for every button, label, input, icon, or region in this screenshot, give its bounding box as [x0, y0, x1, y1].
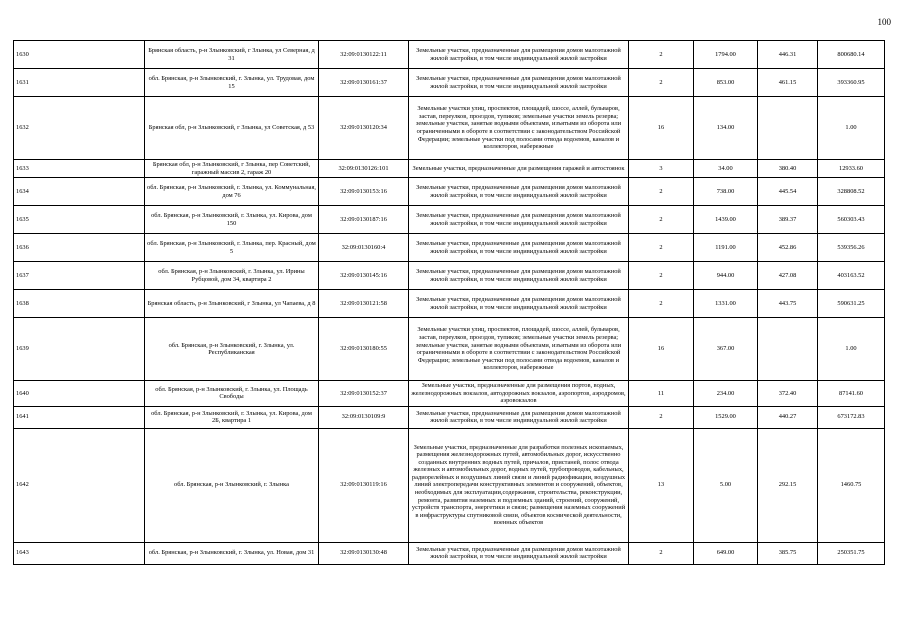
- rate-cell: 427.08: [758, 262, 818, 290]
- cadastral-value-cell: 590631.25: [818, 290, 885, 318]
- address-cell: обл. Брянская, р-н Злынковский, г. Злынка, ул. Трудовая, дом 15: [145, 69, 319, 97]
- use-category-cell: 2: [629, 262, 694, 290]
- cadastral-value-cell: 87141.60: [818, 381, 885, 407]
- land-use-cell: Земельные участки, предназначенные для размещения домов малоэтажной жилой застройки, в том числе индивидуальной жилой застройки: [409, 262, 629, 290]
- row-number: 1630: [14, 41, 145, 69]
- use-category-cell: 16: [629, 318, 694, 381]
- cadastral-value-cell: 539356.26: [818, 234, 885, 262]
- rate-cell: 446.31: [758, 41, 818, 69]
- land-use-cell: Земельные участки, предназначенные для размещения домов малоэтажной жилой застройки, в том числе индивидуальной жилой застройки: [409, 406, 629, 428]
- row-number: 1631: [14, 69, 145, 97]
- cadastral-number-cell: 32:09:0130161:37: [319, 69, 409, 97]
- land-use-cell: Земельные участки, предназначенные для размещения домов малоэтажной жилой застройки, в том числе индивидуальной жилой застройки: [409, 542, 629, 564]
- rate-cell: 452.86: [758, 234, 818, 262]
- address-cell: обл. Брянская, р-н Злынковский, г. Злынка, ул. Коммунальная, дом 76: [145, 178, 319, 206]
- area-cell: 738.00: [694, 178, 758, 206]
- land-use-cell: Земельные участки, предназначенные для размещения домов малоэтажной жилой застройки, в том числе индивидуальной жилой застройки: [409, 234, 629, 262]
- address-cell: обл. Брянская, р-н Злынковский, г. Злынка, ул. Площадь Свободы: [145, 381, 319, 407]
- table-row: [14, 178, 885, 206]
- table-row: [14, 406, 885, 428]
- row-number: 1632: [14, 97, 145, 160]
- area-cell: 1439.00: [694, 206, 758, 234]
- cadastral-number-cell: 32:09:0130120:34: [319, 97, 409, 160]
- use-category-cell: 2: [629, 234, 694, 262]
- row-number: 1643: [14, 542, 145, 564]
- row-number: 1642: [14, 428, 145, 542]
- table-row: [14, 428, 885, 542]
- land-use-cell: Земельные участки, предназначенные для размещения домов малоэтажной жилой застройки, в том числе индивидуальной жилой застройки: [409, 178, 629, 206]
- address-cell: Брянская обл, р-н Злынковский, г Злынка, пер Советский, гаражный массив 2, гараж 20: [145, 160, 319, 178]
- address-cell: обл. Брянская, р-н Злынковский, г. Злынка, ул. Новая, дом 31: [145, 542, 319, 564]
- table-body: [14, 41, 885, 565]
- cadastral-value-cell: 250351.75: [818, 542, 885, 564]
- table-row: [14, 41, 885, 69]
- cadastral-value-cell: 560303.43: [818, 206, 885, 234]
- cadastral-number-cell: 32:09:0130153:16: [319, 178, 409, 206]
- area-cell: 853.00: [694, 69, 758, 97]
- cadastral-value-cell: 1.00: [818, 97, 885, 160]
- area-cell: 234.00: [694, 381, 758, 407]
- cadastral-value-cell: 1460.75: [818, 428, 885, 542]
- cadastral-number-cell: 32:09:0130109:9: [319, 406, 409, 428]
- cadastral-value-cell: 673172.83: [818, 406, 885, 428]
- row-number: 1637: [14, 262, 145, 290]
- cadastral-number-cell: 32:09:0130122:11: [319, 41, 409, 69]
- address-cell: Брянская обл, р-н Злынковский, г Злынка, ул Советская, д 53: [145, 97, 319, 160]
- area-cell: 5.00: [694, 428, 758, 542]
- use-category-cell: 2: [629, 406, 694, 428]
- address-cell: обл. Брянская, р-н Злынковский, г. Злынка: [145, 428, 319, 542]
- address-cell: обл. Брянская, р-н Злынковский, г. Злынка, ул. Ирины Рубцовой, дом 34, квартира 2: [145, 262, 319, 290]
- cadastral-number-cell: 32:09:0130121:58: [319, 290, 409, 318]
- area-cell: 1331.00: [694, 290, 758, 318]
- address-cell: обл. Брянская, р-н Злынковский, г. Злынка, пер. Красный, дом 5: [145, 234, 319, 262]
- address-cell: обл. Брянская, р-н Злынковский, г. Злынка, ул. Республиканская: [145, 318, 319, 381]
- use-category-cell: 2: [629, 41, 694, 69]
- rate-cell: [758, 318, 818, 381]
- table-row: [14, 69, 885, 97]
- area-cell: 367.00: [694, 318, 758, 381]
- cadastral-number-cell: 32:09:0130187:16: [319, 206, 409, 234]
- land-use-cell: Земельные участки, предназначенные для размещения домов малоэтажной жилой застройки, в том числе индивидуальной жилой застройки: [409, 206, 629, 234]
- area-cell: 34.00: [694, 160, 758, 178]
- row-number: 1633: [14, 160, 145, 178]
- rate-cell: 380.40: [758, 160, 818, 178]
- area-cell: 1191.00: [694, 234, 758, 262]
- rate-cell: 443.75: [758, 290, 818, 318]
- rate-cell: 292.15: [758, 428, 818, 542]
- address-cell: обл. Брянская, р-н Злынковский, г. Злынка, ул. Кирова, дом 150: [145, 206, 319, 234]
- table-row: [14, 234, 885, 262]
- row-number: 1634: [14, 178, 145, 206]
- rate-cell: 440.27: [758, 406, 818, 428]
- area-cell: 1529.00: [694, 406, 758, 428]
- use-category-cell: 2: [629, 206, 694, 234]
- rate-cell: [758, 97, 818, 160]
- cadastral-value-cell: 328808.52: [818, 178, 885, 206]
- cadastral-number-cell: 32:09:0130119:16: [319, 428, 409, 542]
- area-cell: 649.00: [694, 542, 758, 564]
- use-category-cell: 2: [629, 542, 694, 564]
- land-use-cell: Земельные участки, предназначенные для размещения гаражей и автостоянок: [409, 160, 629, 178]
- rate-cell: 385.75: [758, 542, 818, 564]
- area-cell: 134.00: [694, 97, 758, 160]
- use-category-cell: 2: [629, 290, 694, 318]
- cadastral-number-cell: 32:09:0130152:37: [319, 381, 409, 407]
- land-use-cell: Земельные участки, предназначенные для размещения домов малоэтажной жилой застройки, в том числе индивидуальной жилой застройки: [409, 69, 629, 97]
- cadastral-value-cell: 393360.95: [818, 69, 885, 97]
- land-use-cell: Земельные участки, предназначенные для размещения портов, водных, железнодорожных вокзалов, автодорожных вокзалов, аэропортов, аэродромов, аэровокзалов: [409, 381, 629, 407]
- rate-cell: 389.37: [758, 206, 818, 234]
- land-use-cell: Земельные участки, предназначенные для размещения домов малоэтажной жилой застройки, в том числе индивидуальной жилой застройки: [409, 290, 629, 318]
- table-row: [14, 97, 885, 160]
- row-number: 1640: [14, 381, 145, 407]
- use-category-cell: 3: [629, 160, 694, 178]
- use-category-cell: 13: [629, 428, 694, 542]
- table-row: [14, 262, 885, 290]
- cadastral-number-cell: 32:09:0130145:16: [319, 262, 409, 290]
- cadastral-number-cell: 32:09:0130160:4: [319, 234, 409, 262]
- address-cell: Брянская область, р-н Злынковский, г Злынка, ул Чапаева, д 8: [145, 290, 319, 318]
- table-row: [14, 160, 885, 178]
- area-cell: 944.00: [694, 262, 758, 290]
- row-number: 1641: [14, 406, 145, 428]
- table-row: [14, 542, 885, 564]
- rate-cell: 445.54: [758, 178, 818, 206]
- row-number: 1635: [14, 206, 145, 234]
- rate-cell: 461.15: [758, 69, 818, 97]
- land-use-cell: Земельные участки, предназначенные для размещения домов малоэтажной жилой застройки, в том числе индивидуальной жилой застройки: [409, 41, 629, 69]
- land-use-cell: Земельные участки, предназначенные для разработки полезных ископаемых, размещения железнодорожных путей, автомобильных дорог, искусственно созданных внутренних водных путей, причалов, пристаней, полос отвода железных и автомобильных дорог, водных путей, трубопроводов, кабельных, радиорелейных и воздушных линий связи и линий радиофикации, воздушных линий электропередачи конструктивных элементов и сооружений, объектов, необходимых для эксплуатации,содержания, строительства, реконструкции, ремонта, развития наземных и подземных зданий, строений, сооружений, устройств транспорта, энергетики и связи; размещения наземных сооружений в инфраструктуры спутниковой связи, объектов космической деятельности, военных объектов: [409, 428, 629, 542]
- table-row: [14, 206, 885, 234]
- rate-cell: 372.40: [758, 381, 818, 407]
- cadastral-number-cell: 32:09:0130130:48: [319, 542, 409, 564]
- use-category-cell: 16: [629, 97, 694, 160]
- row-number: 1636: [14, 234, 145, 262]
- address-cell: обл. Брянская, р-н Злынковский, г. Злынка, ул. Кирова, дом 2Б, квартира 1: [145, 406, 319, 428]
- row-number: 1638: [14, 290, 145, 318]
- area-cell: 1794.00: [694, 41, 758, 69]
- cadastral-value-cell: 12933.60: [818, 160, 885, 178]
- land-use-cell: Земельные участки улиц, проспектов, площадей, шоссе, аллей, бульваров, застав, переулков, проездов, тупиков; земельные участки земель резерва; земельные участки, занятые водными объектами, изъятыми из оборота или ограниченными в обороте в соответствии с законодательством Российской Федерации; земельные участки под полосами отвода водоемов, каналов и коллекторов, набережные: [409, 318, 629, 381]
- table-row: [14, 318, 885, 381]
- use-category-cell: 2: [629, 69, 694, 97]
- table-row: [14, 290, 885, 318]
- row-number: 1639: [14, 318, 145, 381]
- use-category-cell: 11: [629, 381, 694, 407]
- page-number: 100: [877, 17, 891, 27]
- cadastral-value-cell: 403163.52: [818, 262, 885, 290]
- cadastral-number-cell: 32:09:0130126:101: [319, 160, 409, 178]
- land-registry-table: [13, 40, 885, 565]
- cadastral-value-cell: 1.00: [818, 318, 885, 381]
- cadastral-number-cell: 32:09:0130180:55: [319, 318, 409, 381]
- address-cell: Брянская область, р-н Злынковский, г Злынка, ул Северная, д 31: [145, 41, 319, 69]
- cadastral-value-cell: 800680.14: [818, 41, 885, 69]
- land-use-cell: Земельные участки улиц, проспектов, площадей, шоссе, аллей, бульваров, застав, переулков, проездов, тупиков; земельные участки земель резерва; земельные участки, занятые водными объектами, изъятыми из оборота или ограниченными в обороте в соответствии с законодательством Российской Федерации; земельные участки под полосами отвода водоемов, каналов и коллекторов, набережные: [409, 97, 629, 160]
- use-category-cell: 2: [629, 178, 694, 206]
- table-row: [14, 381, 885, 407]
